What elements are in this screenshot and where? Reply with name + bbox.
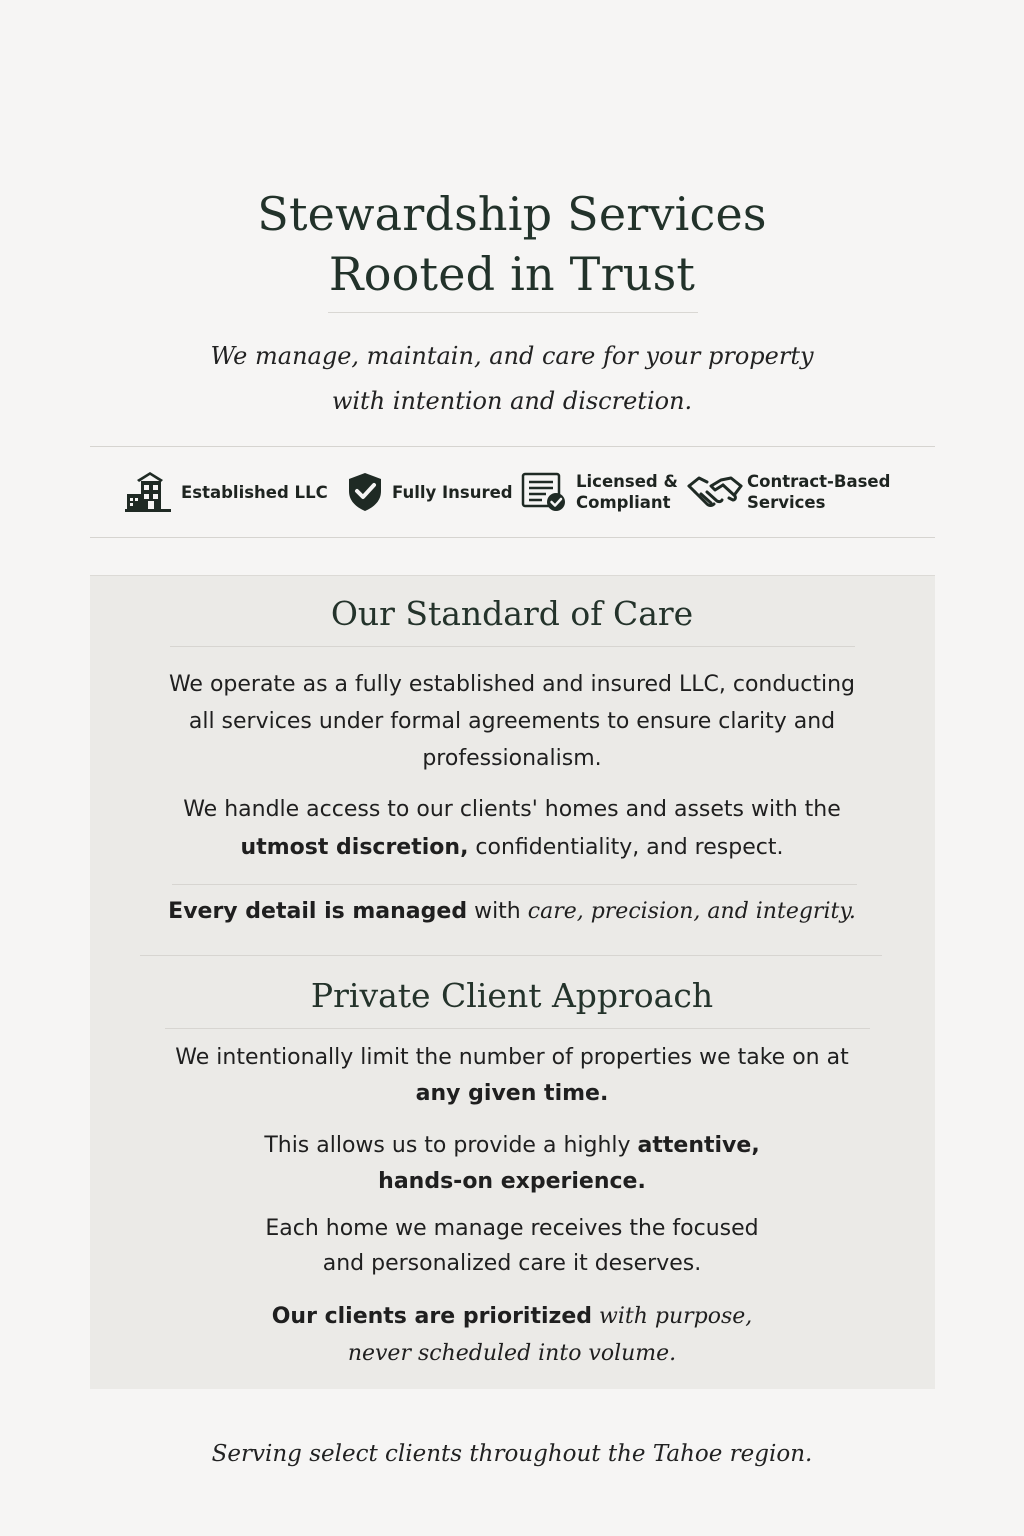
standard-paragraph-3 xyxy=(0,894,1024,930)
badge-label-line-2: Compliant xyxy=(576,493,671,512)
shield-check-icon xyxy=(346,471,384,513)
badge-label: Established LLC xyxy=(181,482,328,502)
text-line: and personalized care it deserves. xyxy=(322,1251,702,1276)
badge-label xyxy=(576,471,678,513)
emphasis-text: any given time. xyxy=(415,1081,609,1106)
section-divider xyxy=(165,1028,870,1029)
section-divider xyxy=(172,884,857,885)
approach-paragraph-3 xyxy=(0,1211,1024,1281)
document-check-icon xyxy=(520,470,568,514)
text-line: We handle access to our clients' homes and assets with the xyxy=(183,797,841,822)
badge-label-line-1: Licensed & xyxy=(576,472,678,491)
standard-paragraph-2 xyxy=(0,791,1024,867)
emphasis-text: Every detail is managed xyxy=(168,899,468,924)
badge-label: Fully Insured xyxy=(392,482,513,502)
text-line: We intentionally limit the number of properties we take on at xyxy=(175,1045,849,1070)
building-icon xyxy=(123,470,173,514)
text-line: confidentiality, and respect. xyxy=(468,835,784,860)
page-subtitle xyxy=(0,334,1024,424)
italic-text: never scheduled into volume. xyxy=(347,1341,677,1366)
emphasis-text: Our clients are prioritized xyxy=(271,1304,593,1329)
italic-text: care, precision, and integrity. xyxy=(527,899,856,924)
approach-paragraph-4 xyxy=(0,1298,1024,1372)
page-title xyxy=(0,184,1024,304)
section-title-private-client-approach: Private Client Approach xyxy=(310,976,714,1015)
text-line: all services under formal agreements to ensure clarity and xyxy=(188,709,836,734)
section-divider xyxy=(170,646,855,647)
badge-label-line-1: Contract-Based xyxy=(747,472,891,491)
subtitle-line-1: We manage, maintain, and care for your property xyxy=(210,342,814,370)
italic-text: with purpose, xyxy=(592,1304,753,1329)
text-line: professionalism. xyxy=(422,746,602,771)
text-line: Each home we manage receives the focused xyxy=(265,1216,759,1241)
badge-contract-based xyxy=(687,447,890,537)
approach-paragraph-1 xyxy=(0,1040,1024,1112)
badge-fully-insured xyxy=(346,447,513,537)
title-line-1: Stewardship Services xyxy=(257,187,767,241)
badge-label xyxy=(747,471,890,513)
emphasis-text: hands-on experience. xyxy=(378,1169,646,1194)
emphasis-text: utmost discretion, xyxy=(240,835,469,860)
text-line: with xyxy=(467,899,528,924)
text-line: We operate as a fully established and insured LLC, conducting xyxy=(168,672,856,697)
badge-established-llc xyxy=(123,447,328,537)
title-divider xyxy=(328,312,698,313)
badge-label-line-2: Services xyxy=(747,493,826,512)
standard-paragraph-1 xyxy=(0,666,1024,777)
section-title-standard-of-care: Our Standard of Care xyxy=(330,594,694,633)
text-line: This allows us to provide a highly xyxy=(264,1133,638,1158)
section-divider xyxy=(140,955,882,956)
title-line-2: Rooted in Trust xyxy=(328,247,696,301)
emphasis-text: attentive, xyxy=(637,1133,760,1158)
footer-tagline: Serving select clients throughout the Tahoe region. xyxy=(211,1441,813,1467)
credentials-bar xyxy=(90,446,935,538)
handshake-icon xyxy=(687,472,743,512)
badge-licensed-compliant xyxy=(520,447,678,537)
subtitle-line-2: with intention and discretion. xyxy=(331,387,693,415)
approach-paragraph-2 xyxy=(0,1128,1024,1200)
